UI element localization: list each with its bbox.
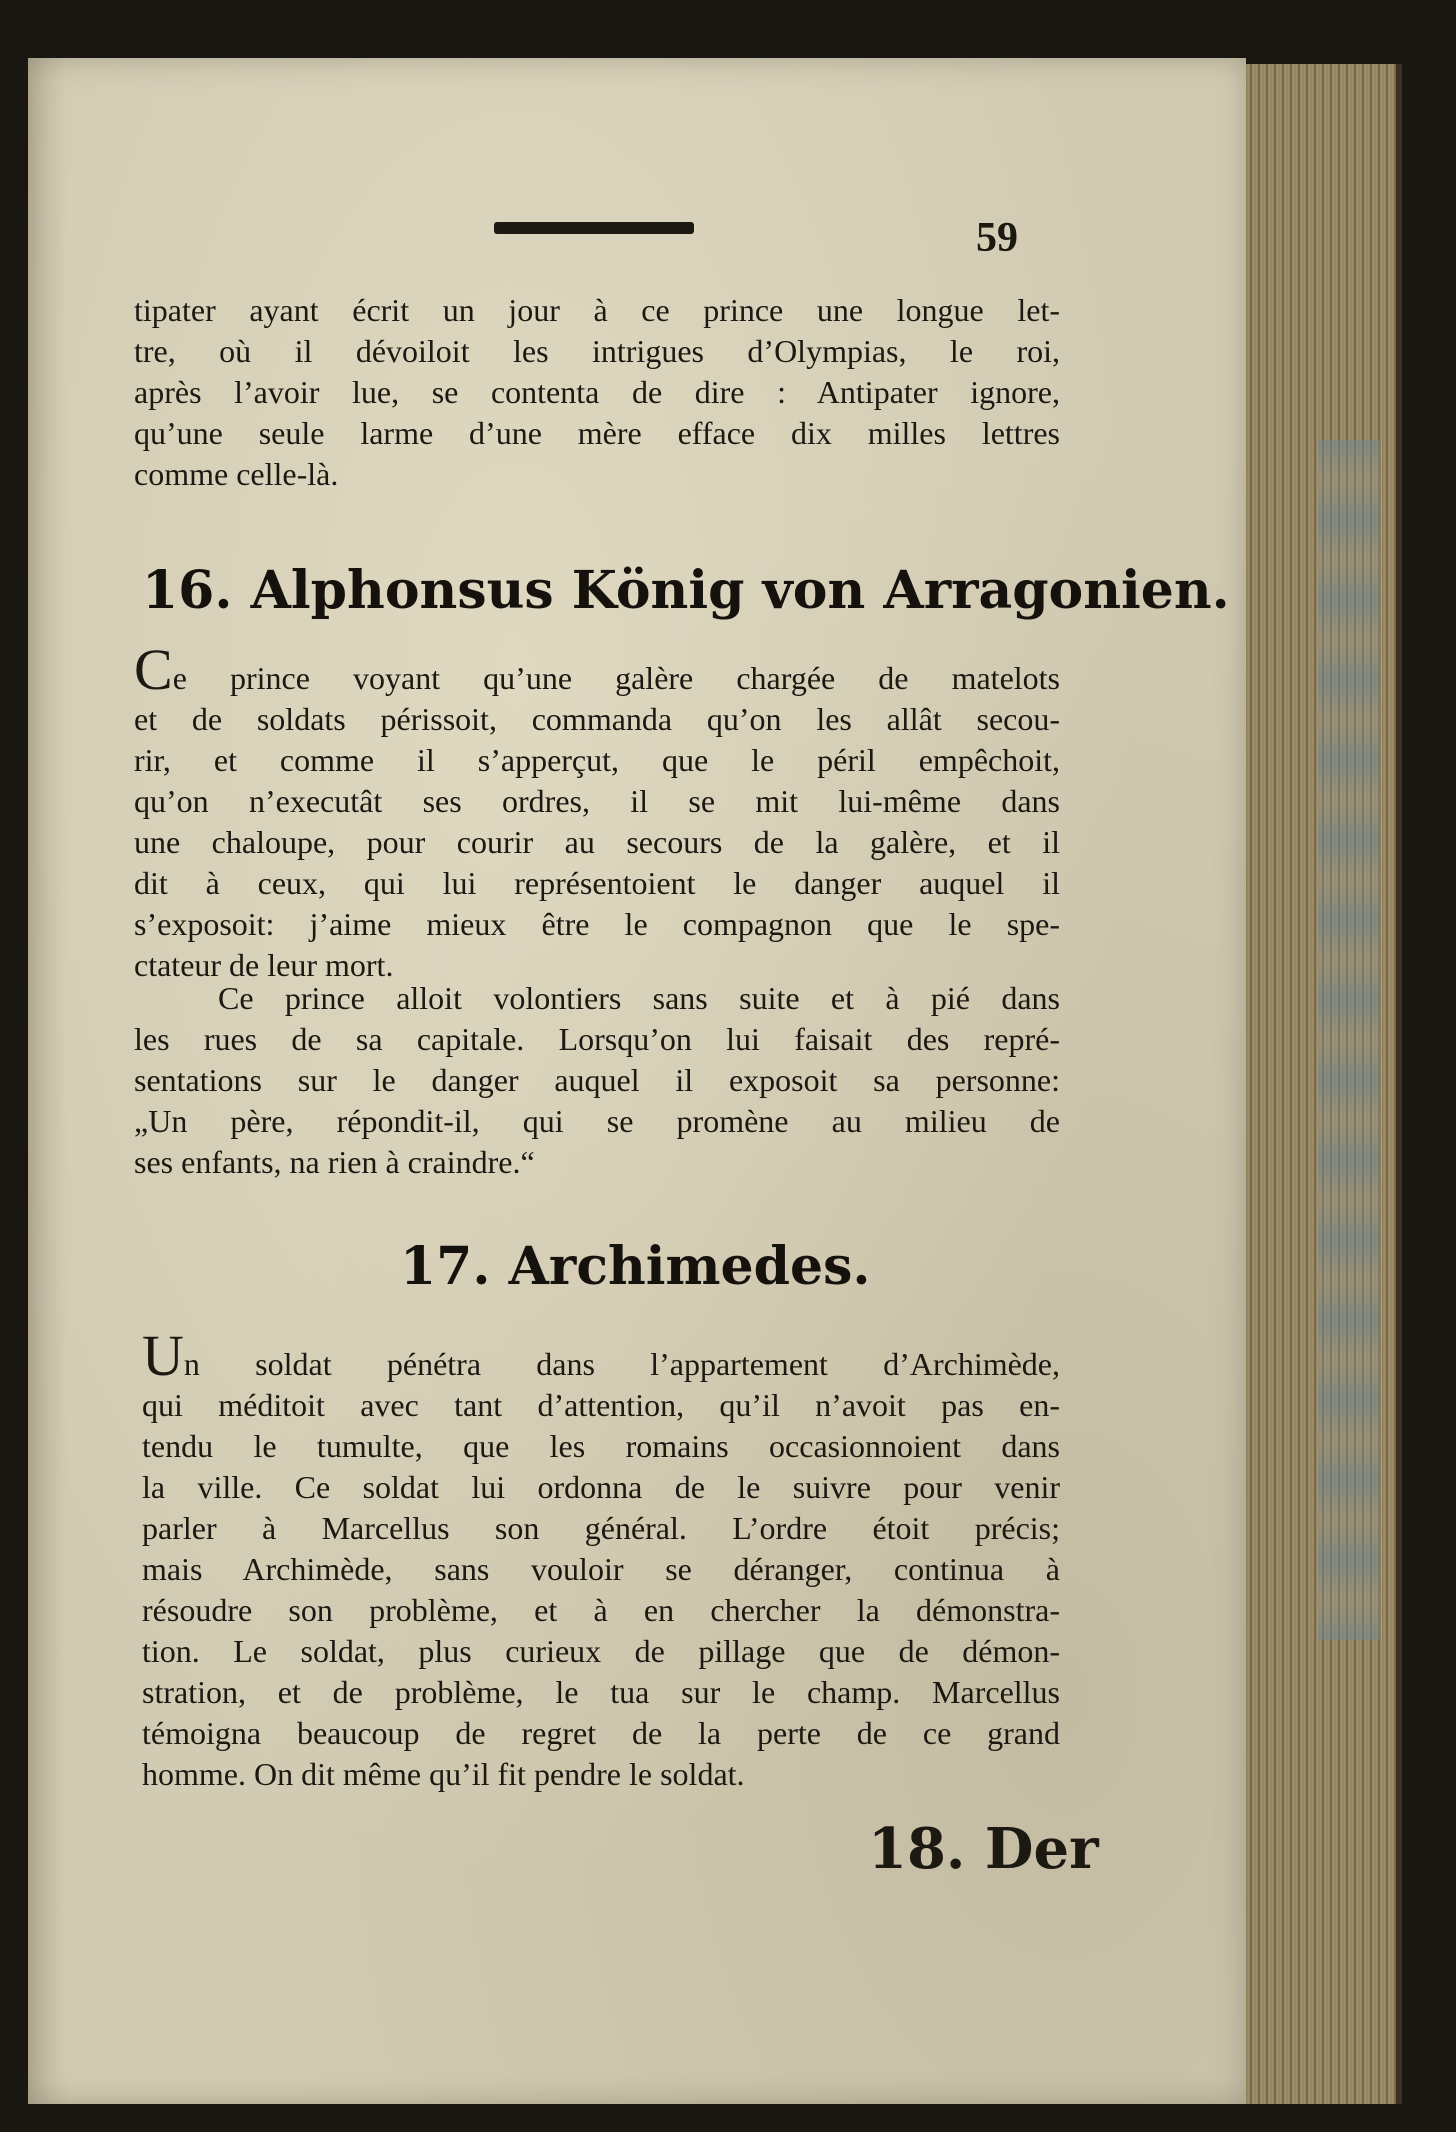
section-heading-16: 16. Alphonsus König von Arragonien.	[142, 560, 1230, 621]
text-line: une chaloupe, pour courir au secours de la galère, et il	[134, 824, 1060, 860]
section-16-paragraph-2	[134, 978, 1060, 1183]
text-line: qu’on n’executât ses ordres, il se mit lui-même dans	[134, 783, 1060, 819]
text-line: la ville. Ce soldat lui ordonna de le suivre pour venir	[142, 1469, 1060, 1505]
text-line: rir, et comme il s’apperçut, que le péril empêchoit,	[134, 742, 1060, 778]
text-line: tre, où il dévoiloit les intrigues d’Olympias, le roi,	[134, 333, 1060, 369]
text-line: tendu le tumulte, que les romains occasionnoient dans	[142, 1428, 1060, 1464]
text-line: Un soldat pénétra dans l’appartement d’Archimède,	[142, 1323, 1060, 1388]
text-line: tion. Le soldat, plus curieux de pillage que de démon-	[142, 1633, 1060, 1669]
text-line: les rues de sa capitale. Lorsqu’on lui faisait des repré-	[134, 1021, 1060, 1057]
drop-cap: C	[134, 637, 173, 702]
text-line: ctateur de leur mort.	[134, 947, 394, 983]
text-line: ses enfants, na rien à craindre.“	[134, 1144, 535, 1180]
intro-paragraph	[134, 290, 1060, 495]
section-heading-17: 17. Archimedes.	[400, 1236, 871, 1297]
text-line: parler à Marcellus son général. L’ordre étoit précis;	[142, 1510, 1060, 1546]
text-line: Ce prince voyant qu’une galère chargée de matelots	[134, 637, 1060, 702]
marbled-edge	[1318, 440, 1380, 1640]
text-line: Ce prince alloit volontiers sans suite et à pié dans	[218, 980, 1060, 1016]
text-line: sentations sur le danger auquel il exposoit sa personne:	[134, 1062, 1060, 1098]
text-line: s’exposoit: j’aime mieux être le compagnon que le spe-	[134, 906, 1060, 942]
text-line: comme celle-là.	[134, 456, 339, 492]
header-rule	[494, 222, 694, 234]
catchword: 18. Der	[868, 1816, 1099, 1882]
text-line: et de soldats périssoit, commanda qu’on les allât secou-	[134, 701, 1060, 737]
text-line: stration, et de problème, le tua sur le champ. Marcellus	[142, 1674, 1060, 1710]
text-line: tipater ayant écrit un jour à ce prince une longue let-	[134, 292, 1060, 328]
drop-cap: U	[142, 1323, 184, 1388]
section-17-paragraph-1	[142, 1323, 1060, 1795]
text-line: qui méditoit avec tant d’attention, qu’il n’avoit pas en-	[142, 1387, 1060, 1423]
text-line: „Un père, répondit-il, qui se promène au milieu de	[134, 1103, 1060, 1139]
text-line: mais Archimède, sans vouloir se déranger, continua à	[142, 1551, 1060, 1587]
section-16-paragraph-1	[134, 637, 1060, 986]
text-line: après l’avoir lue, se contenta de dire : Antipater ignore,	[134, 374, 1060, 410]
text-line: homme. On dit même qu’il fit pendre le soldat.	[142, 1756, 745, 1792]
text-line: témoigna beaucoup de regret de la perte de ce grand	[142, 1715, 1060, 1751]
text-line: dit à ceux, qui lui représentoient le danger auquel il	[134, 865, 1060, 901]
text-line: résoudre son problème, et à en chercher la démonstra-	[142, 1592, 1060, 1628]
page-number: 59	[976, 215, 1018, 261]
text-line: qu’une seule larme d’une mère efface dix milles lettres	[134, 415, 1060, 451]
